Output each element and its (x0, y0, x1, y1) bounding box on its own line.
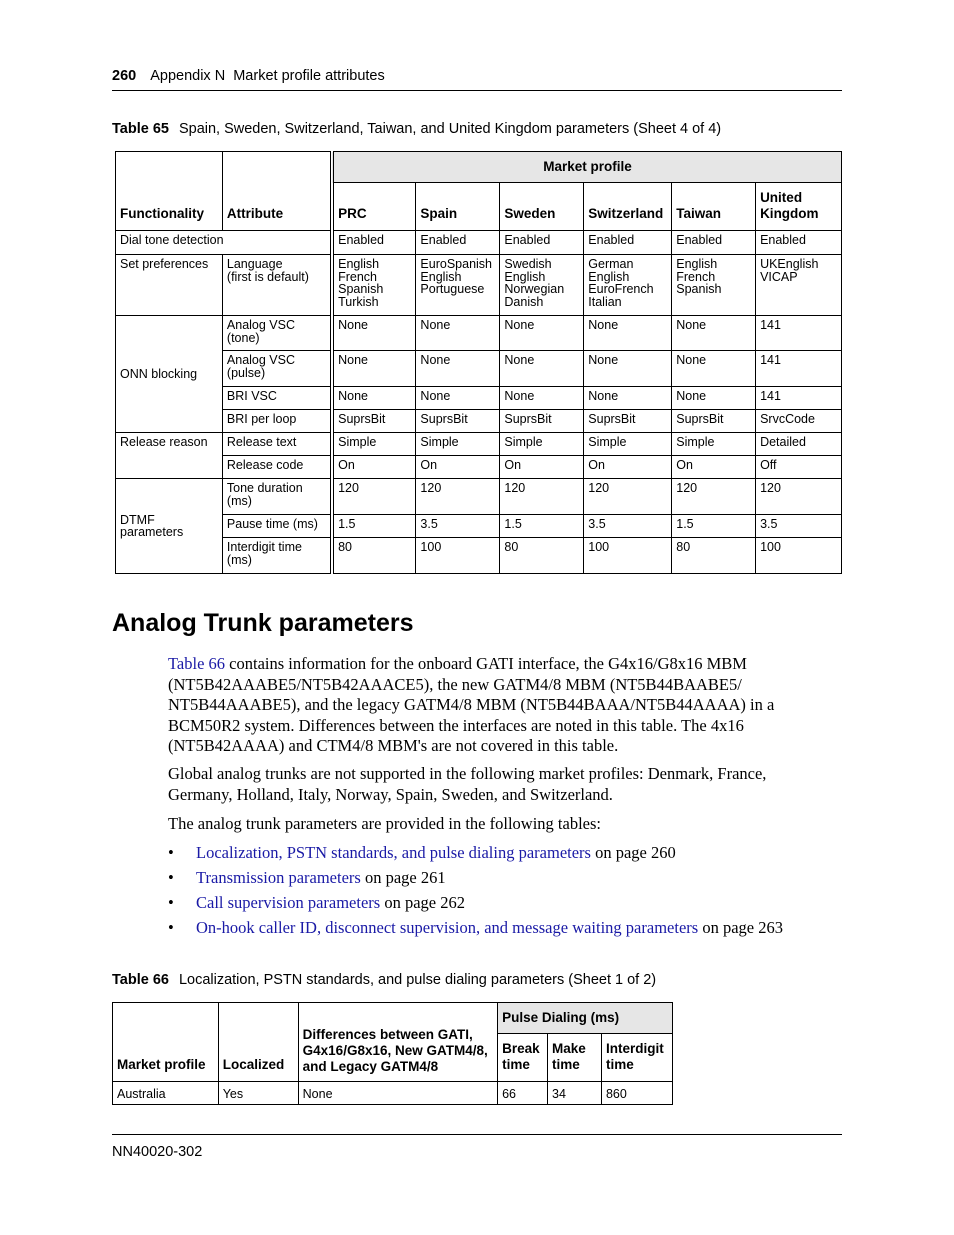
table-row (116, 479, 842, 515)
bullet-suffix: on page 263 (698, 918, 783, 937)
table65-header-market-profile: Market profile (332, 152, 841, 183)
table66-header-differences: Differences between GATI, G4x16/G8x16, New GATM4/8, and Legacy GATM4/8 (298, 1003, 497, 1082)
table65-functionality-cell: Dial tone detection (116, 231, 333, 255)
table66-header-interdigit-time: Interdigit time (601, 1034, 672, 1082)
table65-value-cell: Enabled (332, 231, 416, 255)
table65-value-cell: SuprsBit (584, 410, 672, 433)
table65-value-cell: English French Spanish (672, 255, 756, 316)
table66-cell: 860 (601, 1082, 672, 1105)
table65-value-cell: Simple (332, 433, 416, 456)
table65-value-cell: None (500, 387, 584, 410)
table65-value-cell: None (584, 351, 672, 387)
table65-value-cell: 141 (756, 351, 842, 387)
table65-value-cell: 1.5 (672, 515, 756, 538)
table65-value-cell: 80 (672, 538, 756, 574)
table65-value-cell: None (416, 351, 500, 387)
bullet-icon: • (168, 893, 174, 912)
table65-caption (112, 121, 721, 137)
table65-value-cell: UKEnglish VICAP (756, 255, 842, 316)
table65-value-cell: On (584, 456, 672, 479)
table65-value-cell: Enabled (672, 231, 756, 255)
table-row (116, 231, 842, 255)
table66-header-market-profile: Market profile (113, 1003, 219, 1082)
table65-header-attribute: Attribute (222, 152, 332, 231)
table66-caption-text: Localization, PSTN standards, and pulse dialing parameters (Sheet 1 of 2) (178, 972, 657, 988)
table-row (116, 351, 842, 387)
header-title: Appendix N Market profile attributes (150, 68, 385, 84)
bullet-suffix: on page 262 (380, 893, 465, 912)
table65-value-cell: 100 (756, 538, 842, 574)
table65-value-cell: On (500, 456, 584, 479)
intro-paragraph (168, 654, 828, 757)
bullet-link[interactable]: Call supervision parameters (196, 893, 381, 912)
table65-value-cell: None (584, 387, 672, 410)
table65-attribute-cell: Interdigit time (ms) (222, 538, 332, 574)
table65-value-cell: None (416, 387, 500, 410)
table65-value-cell: English French Spanish Turkish (332, 255, 416, 316)
tables-intro-paragraph (168, 814, 828, 835)
bullet-icon: • (168, 843, 174, 862)
page-number: 260 (112, 68, 137, 84)
table65-value-cell: Simple (672, 433, 756, 456)
table65-attribute-cell: BRI VSC (222, 387, 332, 410)
table65-value-cell: SuprsBit (500, 410, 584, 433)
table65-attribute-cell: Analog VSC (tone) (222, 316, 332, 351)
page-header (112, 68, 842, 84)
table65-value-cell: 1.5 (332, 515, 416, 538)
tables-intro-text: The analog trunk parameters are provided in the following tables: (168, 814, 601, 833)
table65-attribute-cell: Pause time (ms) (222, 515, 332, 538)
table66-header-localized: Localized (218, 1003, 298, 1082)
table65-header-functionality: Functionality (116, 152, 223, 231)
table66-header-break-time: Break time (498, 1034, 548, 1082)
bullet-icon: • (168, 918, 174, 937)
table65-functionality-cell: Set preferences (116, 255, 223, 316)
table-row (116, 538, 842, 574)
table65-value-cell: Enabled (756, 231, 842, 255)
table65-attribute-cell: Tone duration (ms) (222, 479, 332, 515)
table65-value-cell: German English EuroFrench Italian (584, 255, 672, 316)
table65-value-cell: On (332, 456, 416, 479)
table66 (112, 1002, 673, 1105)
table65-value-cell: SuprsBit (672, 410, 756, 433)
table65-col-header: Sweden (500, 183, 584, 231)
table65-col-header: PRC (332, 183, 416, 231)
table66-header-pulse-dialing: Pulse Dialing (ms) (498, 1003, 673, 1034)
table66-caption (112, 972, 656, 988)
table65-value-cell: None (672, 351, 756, 387)
table65-value-cell: None (332, 316, 416, 351)
table65-attribute-cell: Analog VSC (pulse) (222, 351, 332, 387)
doc-number: NN40020-302 (112, 1144, 203, 1160)
table65-caption-text: Spain, Sweden, Switzerland, Taiwan, and United Kingdom parameters (Sheet 4 of 4) (178, 121, 722, 137)
table65-value-cell: Off (756, 456, 842, 479)
table65-value-cell: Enabled (584, 231, 672, 255)
bullet-suffix: on page 261 (360, 868, 446, 887)
table65-value-cell: None (332, 387, 416, 410)
table65-value-cell: 141 (756, 316, 842, 351)
table65-value-cell: Simple (584, 433, 672, 456)
bullet-link[interactable]: Transmission parameters (196, 868, 361, 887)
table65-value-cell: On (416, 456, 500, 479)
table66-cell: 66 (498, 1082, 548, 1105)
table66-cell: None (298, 1082, 497, 1105)
table65-value-cell: 3.5 (584, 515, 672, 538)
table65-functionality-cell: Release reason (116, 433, 223, 479)
bullet-link[interactable]: Localization, PSTN standards, and pulse dialing parameters (196, 843, 591, 862)
footer-rule (112, 1134, 842, 1135)
table65-attribute-cell: Language (first is default) (222, 255, 332, 316)
table65-value-cell: 120 (500, 479, 584, 515)
table66-header-make-time: Make time (548, 1034, 602, 1082)
table-row (116, 433, 842, 456)
table65-col-header: Spain (416, 183, 500, 231)
table65-value-cell: 120 (416, 479, 500, 515)
table66-cell: Australia (113, 1082, 219, 1105)
table65-attribute-cell: BRI per loop (222, 410, 332, 433)
table-row (116, 387, 842, 410)
table65-value-cell: None (672, 316, 756, 351)
table65-value-cell: 120 (672, 479, 756, 515)
global-analog-paragraph (168, 764, 828, 805)
table65-value-cell: 100 (584, 538, 672, 574)
table65-value-cell: Enabled (500, 231, 584, 255)
table66-label: Table 66 (112, 972, 169, 988)
table65-value-cell: Simple (500, 433, 584, 456)
table65-value-cell: 3.5 (416, 515, 500, 538)
table-row (116, 515, 842, 538)
table65-value-cell: 1.5 (500, 515, 584, 538)
table65-functionality-cell: DTMF parameters (116, 479, 223, 574)
table65-value-cell: None (332, 351, 416, 387)
table-row (113, 1082, 673, 1105)
table65-value-cell: 3.5 (756, 515, 842, 538)
list-item (168, 868, 446, 888)
table65 (115, 151, 842, 574)
table65-value-cell: Detailed (756, 433, 842, 456)
table65-attribute-cell: Release code (222, 456, 332, 479)
table65-value-cell: None (672, 387, 756, 410)
table-row (116, 316, 842, 351)
table65-value-cell: 80 (500, 538, 584, 574)
table65-col-header: Switzerland (584, 183, 672, 231)
list-item (168, 918, 783, 938)
table65-value-cell: 120 (756, 479, 842, 515)
global-analog-text: Global analog trunks are not supported in the following market profiles: Denmark, France, Germany, Holland, Italy, Norway, Spain, Sweden, and Switzerland. (168, 764, 767, 804)
table-row (116, 456, 842, 479)
bullet-link[interactable]: On-hook caller ID, disconnect supervision, and message waiting parameters (196, 918, 699, 937)
header-rule (112, 90, 842, 91)
table65-value-cell: 141 (756, 387, 842, 410)
table-row (116, 410, 842, 433)
table65-value-cell: EuroSpanish English Portuguese (416, 255, 500, 316)
table65-col-header: Taiwan (672, 183, 756, 231)
table-row (116, 255, 842, 316)
table65-functionality-cell: ONN blocking (116, 316, 223, 433)
section-heading: Analog Trunk parameters (112, 609, 414, 637)
table65-label: Table 65 (112, 121, 169, 137)
table65-value-cell: SuprsBit (332, 410, 416, 433)
table65-col-header: United Kingdom (756, 183, 842, 231)
table65-value-cell: Enabled (416, 231, 500, 255)
table65-value-cell: None (416, 316, 500, 351)
table65-value-cell: None (500, 351, 584, 387)
table65-value-cell: None (500, 316, 584, 351)
table66-cell: Yes (218, 1082, 298, 1105)
table65-value-cell: 80 (332, 538, 416, 574)
table65-value-cell: Simple (416, 433, 500, 456)
table66-link[interactable]: Table 66 (168, 654, 226, 673)
list-item (168, 843, 676, 863)
table65-value-cell: None (584, 316, 672, 351)
table65-value-cell: Swedish English Norwegian Danish (500, 255, 584, 316)
table65-value-cell: 120 (584, 479, 672, 515)
table66-cell: 34 (548, 1082, 602, 1105)
table65-value-cell: 100 (416, 538, 500, 574)
intro-paragraph-text: contains information for the onboard GATI interface, the G4x16/G8x16 MBM (NT5B42AAABE5/NT5B42AAACE5), the new GATM4/8 MBM (NT5B44BAABE5/ NT5B44AAABE5), and the legacy GATM4/8 MBM (NT5B44BAAA/NT5B44AAAA) in a BCM50R2 system. Differences between the interfaces are noted in this table. The 4x16 (NT5B42AAAA) and CTM4/8 MBM's are not covered in this table. (168, 654, 775, 755)
table65-value-cell: SrvcCode (756, 410, 842, 433)
list-item (168, 893, 465, 913)
table65-value-cell: On (672, 456, 756, 479)
bullet-icon: • (168, 868, 174, 887)
bullet-suffix: on page 260 (590, 843, 676, 862)
table65-value-cell: SuprsBit (416, 410, 500, 433)
table65-attribute-cell: Release text (222, 433, 332, 456)
table65-value-cell: 120 (332, 479, 416, 515)
